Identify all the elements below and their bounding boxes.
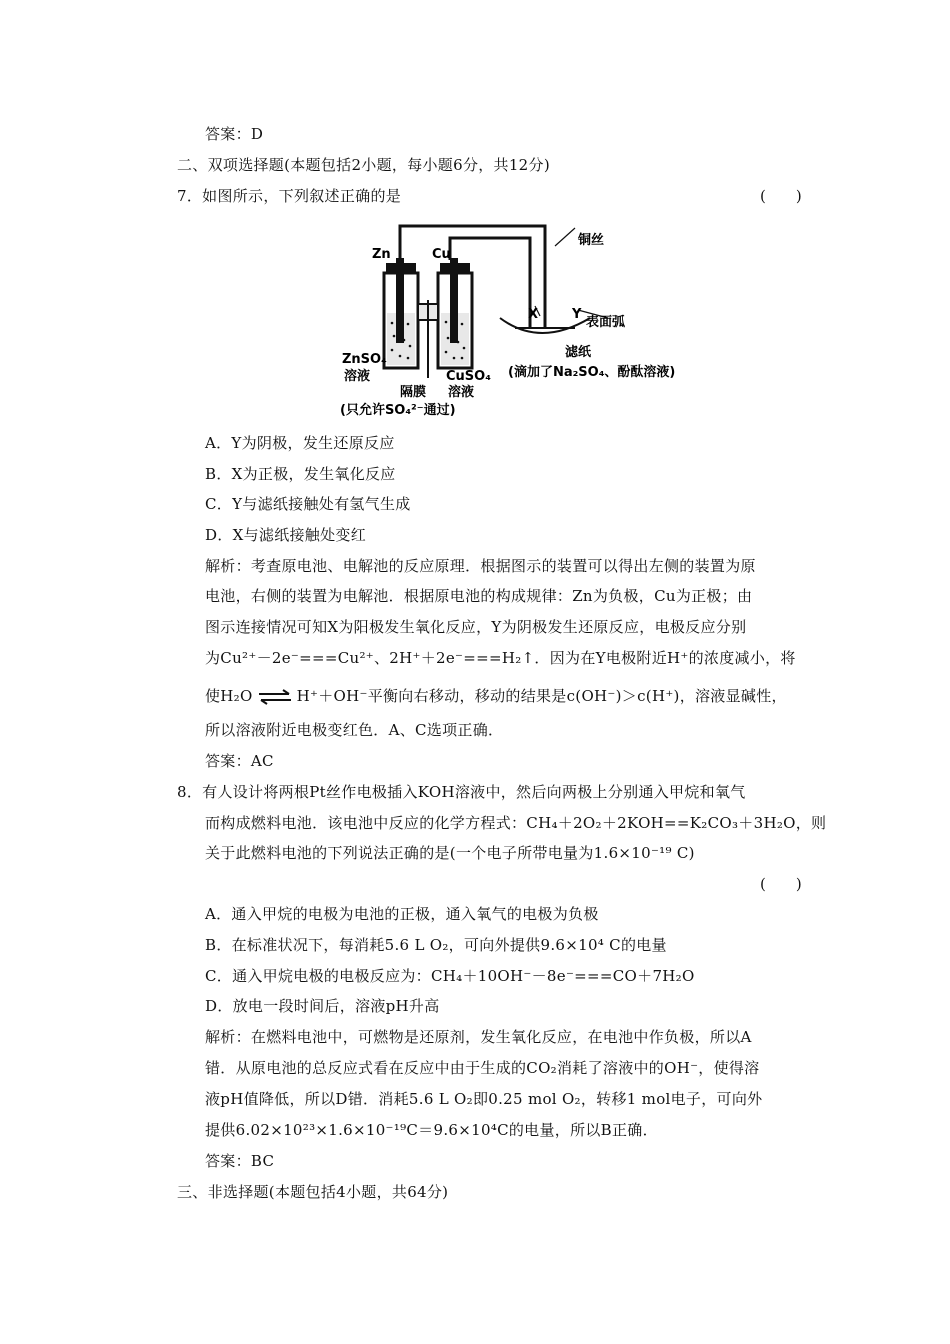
electrochemistry-figure xyxy=(330,218,690,423)
answer-q6: 答案：D xyxy=(205,125,264,143)
membrane-note: (只允许SO₄²⁻通过) xyxy=(340,403,456,418)
q7-option-a: A．Y为阴极，发生还原反应 xyxy=(205,434,395,452)
zn-label: Zn xyxy=(372,247,391,262)
q8-analysis-line-2: 错．从原电池的总反应式看在反应中由于生成的CO₂消耗了溶液中的OH⁻，使得溶 xyxy=(205,1059,760,1077)
q7-option-b: B．X为正极，发生氧化反应 xyxy=(205,465,396,483)
q7-analysis-line-5 xyxy=(205,686,787,706)
salt-bridge-tube xyxy=(418,300,438,378)
section-header-2: 二、双项选择题(本题包括2小题，每小题6分，共12分) xyxy=(177,156,550,174)
q7-option-d: D．X与滤纸接触处变红 xyxy=(205,526,367,544)
q7-analysis-line-4: 为Cu²⁺－2e⁻===Cu²⁺、2H⁺＋2e⁻===H₂↑．因为在Y电极附近H⁺的浓度减小，将 xyxy=(205,649,796,667)
q8-analysis-line-1: 解析：在燃料电池中，可燃物是还原剂，发生氧化反应，在电池中作负极，所以A xyxy=(205,1028,752,1046)
q7-analysis-line-6: 所以溶液附近电极变红色．A、C选项正确． xyxy=(205,721,504,739)
answer-q8: 答案：BC xyxy=(205,1152,275,1170)
q8-option-b: B．在标准状况下，每消耗5.6 L O₂，可向外提供9.6×10⁴ C的电量 xyxy=(205,936,667,954)
x-electrode-label: X xyxy=(528,307,539,322)
q7-analysis-water: 使H₂O xyxy=(205,687,253,705)
question-8-stem-line-1: 8．有人设计将两根Pt丝作电极插入KOH溶液中，然后向两极上分别通入甲烷和氧气 xyxy=(177,783,746,801)
y-electrode-label: Y xyxy=(572,307,582,322)
znso4-solution-label: 溶液 xyxy=(344,369,371,384)
cuso4-label: CuSO₄ xyxy=(446,369,491,384)
reversible-arrow-icon xyxy=(257,689,293,705)
section-header-3: 三、非选择题(本题包括4小题，共64分) xyxy=(177,1183,449,1201)
cu-label: Cu xyxy=(432,247,451,262)
znso4-label: ZnSO₄ xyxy=(342,352,387,367)
zn-beaker xyxy=(384,258,418,368)
question-8-answer-blank: ( ) xyxy=(760,875,802,893)
q7-analysis-line-2: 电池，右侧的装置为电解池．根据原电池的构成规律：Zn为负极，Cu为正极；由 xyxy=(205,587,753,605)
q7-analysis-equilibrium: H⁺＋OH⁻平衡向右移动，移动的结果是c(OH⁻)＞c(H⁺)，溶液显碱性， xyxy=(296,687,787,705)
membrane-label: 隔膜 xyxy=(400,385,427,400)
watch-glass-label: 表面弧 xyxy=(586,315,626,330)
filter-paper-label: 滤纸 xyxy=(565,345,592,360)
answer-q7: 答案：AC xyxy=(205,752,274,770)
q7-analysis-line-1: 解析：考查原电池、电解池的反应原理．根据图示的装置可以得出左侧的装置为原 xyxy=(205,557,756,575)
q8-analysis-line-3: 液pH值降低，所以D错．消耗5.6 L O₂即0.25 mol O₂，转移1 mol电子，可向外 xyxy=(205,1090,763,1108)
copper-wire-label: 铜丝 xyxy=(578,233,605,248)
question-7-stem: 7．如图所示，下列叙述正确的是 xyxy=(177,187,402,205)
question-8-stem-line-2: 而构成燃料电池．该电池中反应的化学方程式：CH₄＋2O₂＋2KOH==K₂CO₃＋3H₂O，则 xyxy=(205,814,827,832)
q8-analysis-line-4: 提供6.02×10²³×1.6×10⁻¹⁹C＝9.6×10⁴C的电量，所以B正确． xyxy=(205,1121,658,1139)
cu-beaker xyxy=(438,258,472,368)
q8-option-c: C．通入甲烷电极的电极反应为：CH₄＋10OH⁻－8e⁻===CO＋7H₂O xyxy=(205,967,695,985)
question-8-stem-line-3: 关于此燃料电池的下列说法正确的是(一个电子所带电量为1.6×10⁻¹⁹ C) xyxy=(205,844,695,862)
q7-option-c: C．Y与滤纸接触处有氢气生成 xyxy=(205,495,411,513)
q7-analysis-line-3: 图示连接情况可知X为阳极发生氧化反应，Y为阴极发生还原反应，电极反应分别 xyxy=(205,618,747,636)
q8-option-d: D．放电一段时间后，溶液pH升高 xyxy=(205,997,440,1015)
cuso4-solution-label: 溶液 xyxy=(448,385,475,400)
q8-option-a: A．通入甲烷的电极为电池的正极，通入氧气的电极为负极 xyxy=(205,905,599,923)
filter-paper-note: (滴加了Na₂SO₄、酚酞溶液) xyxy=(508,365,676,380)
question-7-answer-blank: ( ) xyxy=(760,187,802,205)
